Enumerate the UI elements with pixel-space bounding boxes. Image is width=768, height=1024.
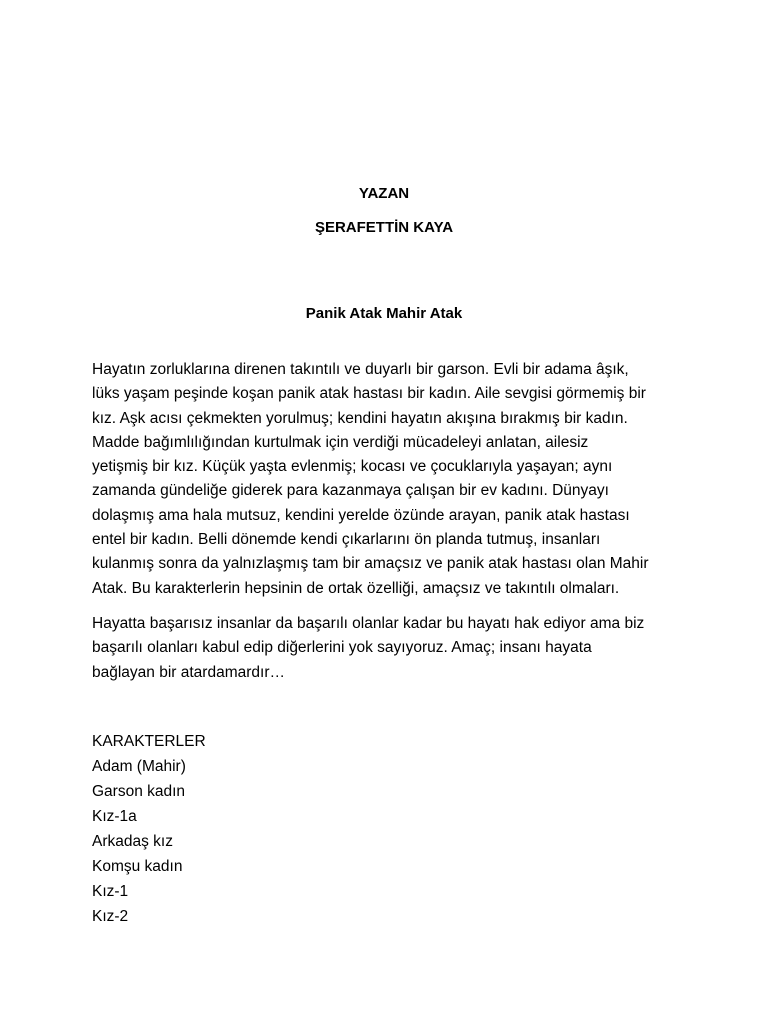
- paragraph-line: Hayatın zorluklarına direnen takıntılı ve duyarlı bir garson. Evli bir adama âşık,: [92, 361, 629, 378]
- paragraph-line: yetişmiş bir kız. Küçük yaşta evlenmiş; kocası ve çocuklarıyla yaşayan; aynı: [92, 458, 613, 476]
- characters-section: [92, 729, 206, 929]
- character-item: Kız-1: [92, 883, 129, 900]
- author-name: ŞERAFETTİN KAYA: [314, 219, 454, 236]
- character-item: Adam (Mahir): [92, 758, 186, 775]
- characters-list: [92, 754, 206, 929]
- paragraph-line: lüks yaşam peşinde koşan panik atak hastası bir kadın. Aile sevgisi görmemiş bir: [92, 385, 646, 403]
- paragraph-line: Atak. Bu karakterlerin hepsinin de ortak özelliği, amaçsız ve takıntılı olmaları.: [92, 579, 620, 597]
- character-item: Arkadaş kız: [92, 833, 173, 850]
- characters-heading: KARAKTERLER: [92, 733, 206, 750]
- paragraph-line: Hayatta başarısız insanlar da başarılı olanlar kadar bu hayatı hak ediyor ama biz: [92, 615, 645, 632]
- document-title: Panik Atak Mahir Atak: [305, 305, 463, 322]
- character-item: Komşu kadın: [92, 858, 183, 875]
- paragraph-intro: [92, 358, 682, 601]
- paragraph-line: kız. Aşk acısı çekmekten yorulmuş; kendini hayatın akışına bırakmış bir kadın.: [92, 409, 628, 427]
- paragraph-purpose: [92, 612, 682, 685]
- author-label: YAZAN: [358, 185, 410, 202]
- paragraph-line: kulanmış sonra da yalnızlaşmış tam bir amaçsız ve panik atak hastası olan Mahir: [92, 555, 649, 573]
- paragraph-line: Madde bağımlılığından kurtulmak için verdiği mücadeleyi anlatan, ailesiz: [92, 433, 589, 451]
- character-item: Garson kadın: [92, 783, 186, 800]
- paragraph-line: entel bir kadın. Belli dönemde kendi çıkarlarını ön planda tutmuş, insanları: [92, 531, 601, 549]
- paragraph-line: zamanda gündeliğe giderek para kazanmaya çalışan bir ev kadını. Dünyayı: [92, 482, 609, 500]
- paragraph-line: bağlayan bir atardamardır…: [92, 663, 285, 681]
- paragraph-line: başarılı olanları kabul edip diğerlerini yok sayıyoruz. Amaç; insanı hayata: [92, 639, 592, 657]
- character-item: Kız-1a: [92, 808, 137, 825]
- character-item: Kız-2: [92, 908, 129, 925]
- paragraph-line: dolaşmış ama hala mutsuz, kendini yerelde özünde arayan, panik atak hastası: [92, 506, 630, 524]
